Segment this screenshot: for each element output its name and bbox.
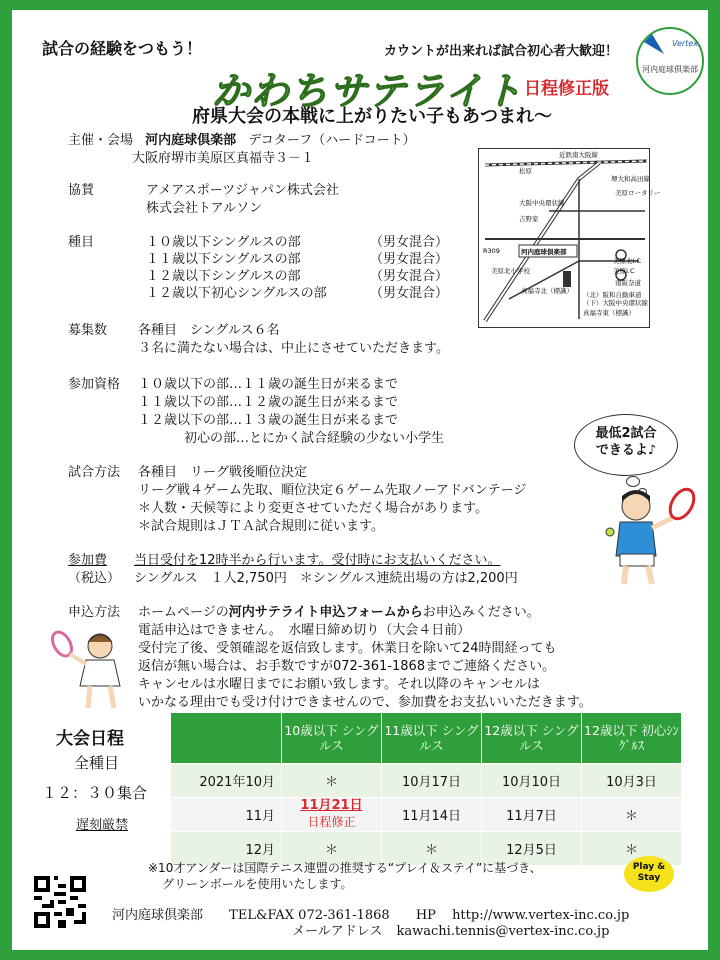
sponsor-line: アメアスポーツジャパン株式会社 — [146, 183, 339, 198]
boy-player-illustration — [598, 484, 702, 588]
tagline-right: カウントが出来れば試合初心者大歓迎！ — [384, 44, 619, 59]
format-label: 試合方法 — [68, 465, 121, 480]
schedule-header: 11歳以下 シングルス — [382, 713, 482, 764]
organizer-label: 主催・会場 — [68, 133, 134, 148]
map-label: 真福寺北（標識） — [521, 287, 573, 295]
format-line: ＊人数・天候等により変更させていただく場合があります。 — [138, 501, 488, 516]
schedule-cell: 11月14日 — [382, 798, 482, 832]
format-line: ＊試合規則はＪＴＡ試合規則に従います。 — [138, 519, 384, 534]
event-item: １１歳以下シングルスの部 — [146, 252, 301, 267]
event-note: （男女混合） — [370, 252, 449, 267]
play-and-stay-badge: Play & Stay — [624, 856, 674, 892]
eligibility-line: １２歳以下の部…１３歳の誕生日が来るまで — [138, 413, 399, 428]
organizer-address: 大阪府堺市美原区真福寺３－１ — [132, 151, 315, 166]
schedule-header: 12歳以下 シングルス — [482, 713, 582, 764]
access-map — [478, 148, 661, 328]
revised-note: 日程修正 — [307, 815, 356, 829]
schedule-month: 11月 — [171, 798, 282, 832]
map-label: 美原北I.C — [613, 257, 642, 265]
apply-line: 返信が無い場合は、お手数ですが072-361-1868までご連絡ください。 — [138, 659, 556, 674]
footer-tel: TEL&FAX 072-361-1868 — [229, 908, 390, 923]
club-logo — [634, 24, 706, 98]
schedule-cell-revised — [282, 798, 382, 832]
schedule-cell: ＊ — [382, 832, 482, 866]
play-stay-note: グリーンボールを使用いたします。 — [162, 877, 353, 891]
bubble-line: 最低2試合 — [595, 426, 657, 441]
event-note: （男女混合） — [370, 235, 449, 250]
apply-line: キャンセルは水曜日までにお願い致します。それ以降のキャンセルは — [138, 677, 540, 692]
footer-hp-label: HP — [415, 908, 436, 923]
map-label: 美原I.C — [613, 267, 635, 275]
event-item: １２歳以下初心シングルスの部 — [146, 286, 327, 301]
recruit-label: 募集数 — [68, 323, 108, 338]
schedule-cell: ＊ — [282, 764, 382, 798]
footer-mail-link[interactable]: kawachi.tennis@vertex-inc.co.jp — [396, 924, 610, 939]
map-label: 松原 — [519, 167, 532, 175]
schedule-cell: 12月5日 — [482, 832, 582, 866]
eligibility-line: １０歳以下の部…１１歳の誕生日が来るまで — [138, 377, 399, 392]
map-label: 大阪中央環状線 — [519, 199, 565, 207]
schedule-title: 大会日程 — [56, 729, 124, 749]
club-logo-text: 河内庭球倶楽部 — [642, 65, 698, 74]
schedule-sub: 全種目 — [74, 754, 120, 772]
schedule-cell: ＊ — [282, 832, 382, 866]
recruit-line: ３名に満たない場合は、中止にさせていただきます。 — [138, 341, 449, 356]
flyer-title: かわちサテライト — [212, 69, 523, 113]
map-label: 堺大和高田線 — [611, 175, 650, 183]
schedule-sub: １２：３０集合 — [42, 784, 148, 802]
schedule-cell: ＊ — [582, 832, 682, 866]
recruit-line: 各種目 シングルス６名 — [138, 323, 280, 338]
organizer-name: 河内庭球倶楽部 — [145, 133, 237, 148]
speech-bubble — [574, 414, 678, 476]
map-label: 美原ロータリー — [615, 189, 661, 197]
tagline-left: 試合の経験をつもう！ — [42, 39, 203, 58]
schedule-cell: 10月17日 — [382, 764, 482, 798]
event-note: （男女混合） — [370, 286, 449, 301]
map-label: （北）阪和自動車道 — [583, 291, 642, 299]
map-label: 南阪奈道 — [615, 279, 641, 287]
apply-form-link[interactable]: 河内サテライト申込フォームから — [228, 605, 423, 620]
eligibility-line: １１歳以下の部…１２歳の誕生日が来るまで — [138, 395, 399, 410]
flyer-subtitle: 府県大会の本戦に上がりたい子もあつまれ～ — [192, 106, 552, 127]
fee-label: 参加費 — [68, 553, 108, 568]
apply-line: 電話申込はできません。 水曜日締め切り（大会４日前） — [138, 623, 471, 638]
eligibility-line: 初心の部…とにかく試合経験の少ない小学生 — [184, 431, 445, 446]
fee-line: シングルス １人2,750円 ＊シングルス連続出場の方は2,200円 — [134, 571, 518, 586]
revised-edition-tag: 日程修正版 — [524, 79, 609, 99]
flyer — [12, 10, 708, 950]
footer-hp-link[interactable]: http://www.vertex-inc.co.jp — [452, 908, 630, 923]
schedule-month: 2021年10月 — [171, 764, 282, 798]
map-label: （下）大阪中央環状線 — [583, 299, 648, 307]
map-label: 吉野家 — [519, 215, 539, 223]
revised-date: 11月21日 — [300, 798, 363, 813]
fee-tax-label: （税込） — [68, 571, 121, 586]
organizer-court: デコターフ（ハードコート） — [248, 133, 416, 148]
bubble-line: できるよ♪ — [595, 443, 657, 458]
apply-line: ホームページの河内サテライト申込フォームからお申込みください。 — [138, 605, 540, 620]
format-line: リーグ戦４ゲーム先取、順位決定６ゲーム先取ノーアドバンテージ — [138, 483, 527, 498]
map-label: 真福寺東（標識） — [583, 309, 635, 317]
map-label: 河内庭球倶楽部 — [521, 248, 567, 256]
schedule-corner — [171, 713, 282, 764]
schedule-late-note: 遅刻厳禁 — [76, 818, 129, 833]
map-label: 美原北小学校 — [491, 267, 530, 275]
table-row — [171, 764, 682, 798]
events-label: 種目 — [68, 235, 95, 250]
girl-player-illustration — [44, 624, 134, 712]
apply-line: いかなる理由でも受け付けできませんので、参加費をお支払いいただきます。 — [138, 695, 592, 710]
map-label: R309 — [483, 247, 500, 255]
schedule-table — [170, 712, 682, 866]
eligibility-label: 参加資格 — [68, 377, 121, 392]
map-label: 近鉄南大阪線 — [559, 151, 598, 159]
apply-line: 受付完了後、受領確認を返信致します。休業日を除いて24時間経っても — [138, 641, 557, 656]
schedule-cell: 10月3日 — [582, 764, 682, 798]
format-line: 各種目 リーグ戦後順位決定 — [138, 465, 308, 480]
schedule-cell: 11月7日 — [482, 798, 582, 832]
sponsor-line: 株式会社トアルソン — [146, 201, 263, 216]
schedule-month: 12月 — [171, 832, 282, 866]
table-row — [171, 798, 682, 832]
apply-label: 申込方法 — [68, 605, 121, 620]
sponsor-label: 協賛 — [68, 183, 95, 198]
event-item: １２歳以下シングルスの部 — [146, 269, 301, 284]
schedule-cell: ＊ — [582, 798, 682, 832]
svg-text:Vertex: Vertex — [672, 39, 699, 48]
qr-code[interactable] — [34, 876, 86, 928]
play-stay-note: ※10才アンダーは国際テニス連盟の推奨する“プレイ＆ステイ”に基づき、 — [148, 861, 542, 875]
event-item: １０歳以下シングルスの部 — [146, 235, 301, 250]
footer-mail-label: メールアドレス — [292, 924, 383, 939]
fee-line: 当日受付を12時半から行います。受付時にお支払いください。 — [134, 553, 501, 568]
footer-club: 河内庭球倶楽部 — [112, 908, 204, 923]
schedule-header: 12歳以下 初心ｼﾝｸﾞﾙｽ — [582, 713, 682, 764]
schedule-header: 10歳以下 シングルス — [282, 713, 382, 764]
schedule-cell: 10月10日 — [482, 764, 582, 798]
event-note: （男女混合） — [370, 269, 449, 284]
